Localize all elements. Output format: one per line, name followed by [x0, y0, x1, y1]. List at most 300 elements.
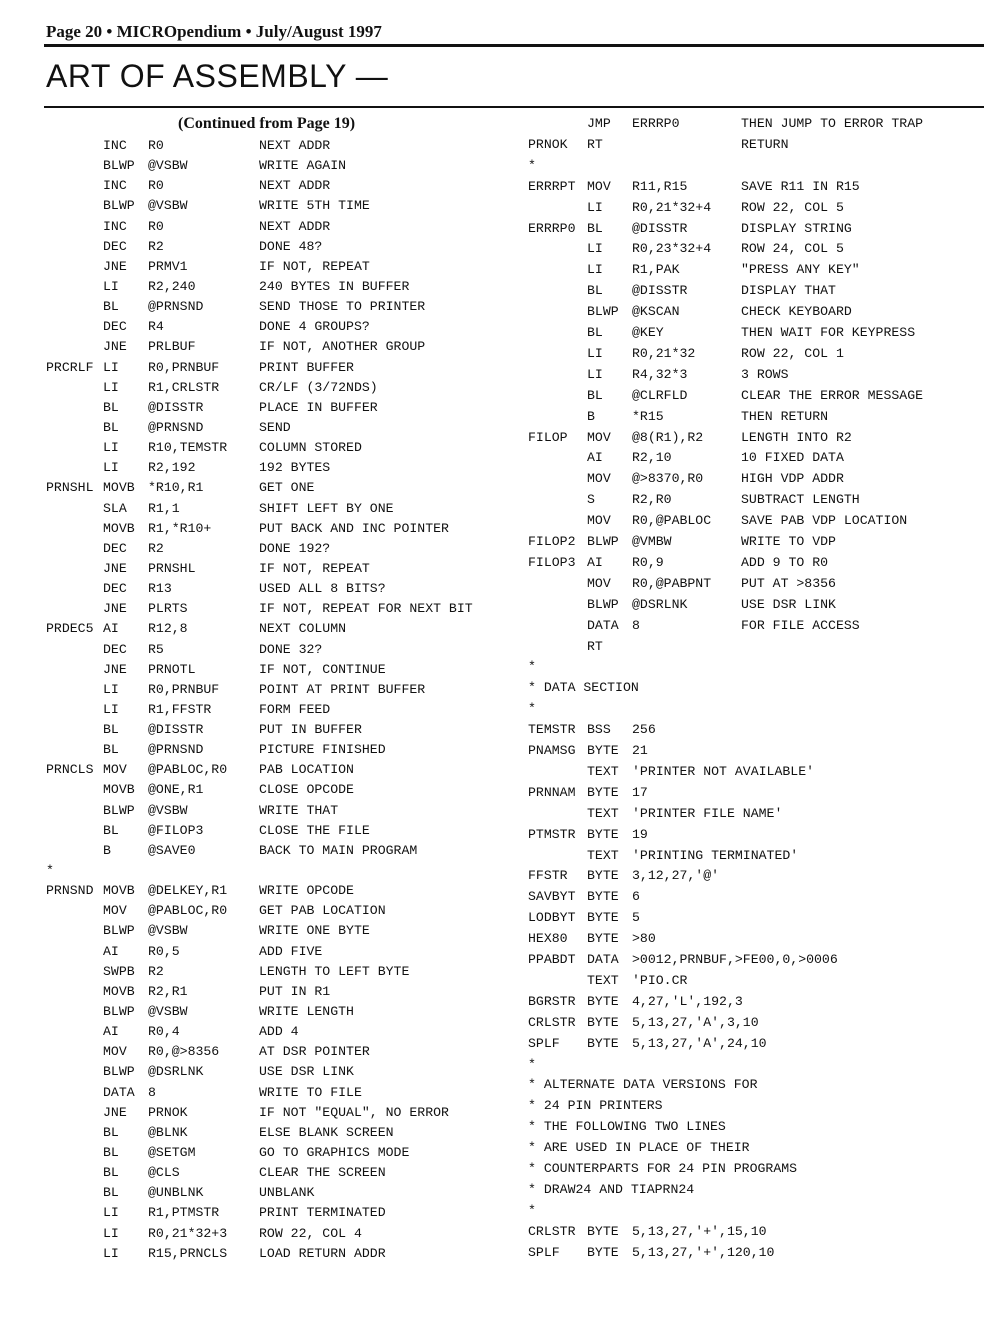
code-operand: R2,192	[148, 460, 196, 476]
code-label: CRLSTR	[528, 1223, 576, 1239]
code-label: FILOP	[528, 429, 568, 445]
code-comment: ROW 22, COL 4	[259, 1225, 362, 1241]
code-opcode: LI	[587, 366, 603, 382]
code-operand: R0,9	[632, 554, 664, 570]
code-opcode: LI	[103, 440, 119, 456]
code-operand: R1,*R10+	[148, 520, 212, 536]
code-label: FILOP3	[528, 554, 576, 570]
code-operand: R2,R1	[148, 983, 188, 999]
code-label: * ALTERNATE DATA VERSIONS FOR	[528, 1077, 758, 1093]
code-comment: RETURN	[741, 136, 789, 152]
code-label: FFSTR	[528, 868, 568, 884]
code-comment: IF NOT, CONTINUE	[259, 661, 386, 677]
code-operand: R0,4	[148, 1024, 180, 1040]
code-comment: PRINT TERMINATED	[259, 1205, 386, 1221]
code-comment: IF NOT, REPEAT	[259, 258, 370, 274]
code-operand: R13	[148, 581, 172, 597]
code-opcode: AI	[587, 554, 603, 570]
code-opcode: MOVB	[103, 883, 135, 899]
code-comment: NEXT ADDR	[259, 218, 331, 234]
code-operand: R2,R0	[632, 492, 672, 508]
code-opcode: MOV	[587, 513, 611, 529]
code-opcode: DEC	[103, 238, 127, 254]
code-operand: @KEY	[632, 325, 664, 340]
code-label: PRDEC5	[46, 621, 94, 637]
code-comment: PUT IN BUFFER	[259, 722, 362, 738]
code-opcode: DATA	[103, 1084, 135, 1100]
code-opcode: LI	[587, 199, 603, 215]
code-operand: @VSBW	[148, 198, 188, 214]
code-operand: @DISSTR	[148, 399, 204, 415]
code-operand: 17	[632, 784, 648, 800]
code-operand: 5,13,27,'A',24,10	[632, 1035, 767, 1051]
code-operand: @VSBW	[148, 802, 188, 818]
code-opcode: B	[103, 842, 111, 858]
code-label: *	[528, 1202, 536, 1218]
code-operand: R2	[148, 238, 164, 254]
code-operand: 5,13,27,'+',15,10	[632, 1223, 767, 1239]
code-comment: IF NOT, REPEAT FOR NEXT BIT	[259, 601, 473, 617]
code-operand: @DISSTR	[632, 283, 688, 299]
code-comment: WRITE LENGTH	[259, 1004, 354, 1020]
code-operand: @VSBW	[148, 158, 188, 174]
code-label: *	[46, 863, 54, 879]
code-comment: PICTURE FINISHED	[259, 742, 386, 758]
code-operand: R4	[148, 319, 164, 335]
code-comment: ROW 22, COL 5	[741, 199, 844, 215]
code-opcode: S	[587, 492, 595, 508]
code-opcode: BL	[587, 220, 603, 236]
code-operand: >0012,PRNBUF,>FE00,0,>0006	[632, 952, 838, 967]
code-operand: 5,13,27,'+',120,10	[632, 1244, 775, 1260]
article-title: ART OF ASSEMBLY —	[46, 58, 389, 94]
code-operand: R0	[148, 178, 164, 194]
code-operand: @VSBW	[148, 923, 188, 939]
code-comment: PUT BACK AND INC POINTER	[259, 520, 449, 536]
code-label: PRCRLF	[46, 359, 94, 375]
title-rule	[44, 106, 984, 108]
code-opcode: RT	[587, 136, 603, 152]
code-opcode: SWPB	[103, 963, 135, 979]
code-operand: @UNBLNK	[148, 1185, 204, 1201]
code-label: * DATA SECTION	[528, 680, 639, 696]
code-opcode: MOV	[103, 762, 127, 778]
code-opcode: INC	[103, 178, 127, 194]
code-label: FILOP2	[528, 534, 576, 549]
code-operand: R0	[148, 218, 164, 234]
code-opcode: BSS	[587, 722, 611, 738]
code-comment: CLOSE OPCODE	[259, 782, 354, 798]
code-operand: @SETGM	[148, 1145, 196, 1160]
code-operand: R15,PRNCLS	[148, 1245, 228, 1261]
code-opcode: RT	[587, 638, 603, 654]
code-opcode: AI	[103, 1024, 119, 1040]
code-opcode: DEC	[103, 581, 127, 597]
code-label: LODBYT	[528, 910, 576, 926]
code-operand: R2,240	[148, 278, 196, 294]
code-comment: DONE 192?	[259, 540, 331, 556]
code-operand: @VMBW	[632, 534, 672, 549]
code-opcode: MOV	[587, 471, 611, 487]
code-operand: R0,21*32+4	[632, 199, 712, 215]
code-opcode: LI	[103, 1245, 119, 1261]
code-comment: PLACE IN BUFFER	[259, 399, 378, 415]
code-opcode: LI	[103, 278, 119, 294]
code-comment: AT DSR POINTER	[259, 1044, 370, 1060]
code-opcode: LI	[103, 460, 119, 476]
code-operand: R0,@>8356	[148, 1044, 220, 1060]
code-operand: @DISSTR	[148, 722, 204, 738]
code-opcode: LI	[103, 359, 119, 375]
code-comment: SHIFT LEFT BY ONE	[259, 500, 394, 516]
code-operand: R12,8	[148, 621, 188, 637]
code-comment: SEND THOSE TO PRINTER	[259, 299, 426, 315]
code-comment: LENGTH TO LEFT BYTE	[259, 963, 410, 979]
code-operand: @ONE,R1	[148, 782, 204, 798]
code-operand: *R10,R1	[148, 480, 204, 496]
code-comment: WRITE OPCODE	[259, 883, 354, 899]
code-comment: WRITE ONE BYTE	[259, 923, 370, 939]
code-comment: ADD 9 TO R0	[741, 554, 829, 570]
code-opcode: BL	[103, 399, 119, 415]
code-comment: GET ONE	[259, 480, 315, 496]
code-opcode: MOVB	[103, 480, 135, 496]
code-comment: WRITE TO VDP	[741, 534, 836, 549]
code-label: SAVBYT	[528, 889, 576, 905]
code-operand: @CLRFLD	[632, 387, 688, 403]
code-comment: FOR FILE ACCESS	[741, 617, 860, 633]
code-opcode: BLWP	[587, 304, 619, 320]
code-operand: 6	[632, 889, 640, 905]
code-opcode: BL	[103, 299, 119, 315]
code-comment: WRITE AGAIN	[259, 158, 347, 174]
code-opcode: BYTE	[587, 910, 619, 926]
code-operand: 5,13,27,'A',3,10	[632, 1014, 759, 1030]
code-operand: R0,21*32+3	[148, 1225, 228, 1241]
code-opcode: BL	[103, 742, 119, 758]
code-label: BGRSTR	[528, 993, 576, 1009]
code-operand: 19	[632, 826, 648, 842]
code-opcode: BYTE	[587, 1014, 619, 1030]
code-opcode: BL	[587, 283, 603, 299]
code-operand: R0,@PABLOC	[632, 513, 712, 529]
code-comment: CHECK KEYBOARD	[741, 304, 852, 320]
code-opcode: MOV	[587, 575, 611, 591]
code-comment: IF NOT, REPEAT	[259, 560, 370, 576]
code-comment: 3 ROWS	[741, 366, 789, 382]
code-operand: R1,PTMSTR	[148, 1205, 220, 1221]
code-comment: FORM FEED	[259, 701, 331, 717]
code-operand: R1,1	[148, 500, 180, 516]
code-comment: 192 BYTES	[259, 460, 331, 476]
code-opcode: BYTE	[587, 1223, 619, 1239]
code-operand: @BLNK	[148, 1124, 188, 1140]
code-comment: IF NOT "EQUAL", NO ERROR	[259, 1104, 449, 1120]
code-opcode: BLWP	[103, 1004, 135, 1020]
code-opcode: DEC	[103, 641, 127, 657]
code-operand: @8(R1),R2	[632, 429, 704, 445]
code-comment: 10 FIXED DATA	[741, 450, 844, 466]
code-operand: @PRNSND	[148, 419, 204, 435]
code-opcode: JNE	[103, 601, 127, 617]
code-comment: DONE 4 GROUPS?	[259, 319, 370, 335]
code-label: PPABDT	[528, 952, 576, 967]
code-comment: POINT AT PRINT BUFFER	[259, 681, 426, 697]
code-label: SPLF	[528, 1244, 560, 1260]
code-opcode: LI	[103, 701, 119, 717]
code-opcode: JNE	[103, 560, 127, 576]
code-operand: R2,10	[632, 450, 672, 466]
code-opcode: BYTE	[587, 784, 619, 800]
code-opcode: BYTE	[587, 993, 619, 1009]
code-operand: @>8370,R0	[632, 471, 704, 487]
continued-note: (Continued from Page 19)	[178, 115, 356, 132]
code-opcode: AI	[103, 943, 119, 959]
code-operand: PLRTS	[148, 601, 188, 617]
code-opcode: JNE	[103, 661, 127, 677]
code-comment: ROW 22, COL 1	[741, 345, 844, 361]
code-comment: CLEAR THE ERROR MESSAGE	[741, 387, 924, 403]
code-opcode: JMP	[587, 116, 611, 131]
code-label: PRNSND	[46, 883, 94, 899]
code-opcode: DEC	[103, 540, 127, 556]
code-opcode: MOV	[587, 429, 611, 445]
code-opcode: MOV	[103, 903, 127, 919]
code-comment: WRITE THAT	[259, 802, 339, 818]
code-opcode: TEXT	[587, 847, 619, 863]
code-operand: @CLS	[148, 1165, 180, 1181]
code-comment: THEN RETURN	[741, 408, 829, 424]
code-operand: R0,PRNBUF	[148, 359, 220, 375]
code-opcode: AI	[587, 450, 603, 466]
code-comment: CR/LF (3/72NDS)	[259, 379, 378, 395]
code-label: PNAMSG	[528, 743, 576, 758]
code-operand: R4,32*3	[632, 366, 688, 382]
code-operand: @PRNSND	[148, 299, 204, 315]
code-opcode: BL	[103, 822, 119, 838]
code-comment: "PRESS ANY KEY"	[741, 262, 860, 278]
code-opcode: BL	[587, 325, 603, 340]
code-opcode: TEXT	[587, 972, 619, 988]
code-opcode: MOVB	[103, 520, 135, 536]
code-operand: R0,@PABPNT	[632, 575, 712, 591]
code-comment: ELSE BLANK SCREEN	[259, 1124, 394, 1140]
code-label: * 24 PIN PRINTERS	[528, 1098, 663, 1114]
code-operand: R1,PAK	[632, 262, 680, 278]
code-comment: UNBLANK	[259, 1185, 315, 1201]
code-opcode: BYTE	[587, 1035, 619, 1051]
code-comment: NEXT COLUMN	[259, 621, 347, 637]
code-operand: >80	[632, 931, 656, 947]
code-operand: R11,R15	[632, 178, 688, 194]
code-opcode: BL	[103, 1124, 119, 1140]
code-operand: ERRRP0	[632, 116, 680, 131]
code-opcode: BYTE	[587, 868, 619, 884]
code-opcode: BYTE	[587, 931, 619, 947]
code-label: *	[528, 701, 536, 717]
code-comment: USED ALL 8 BITS?	[259, 581, 386, 597]
code-opcode: MOVB	[103, 983, 135, 999]
code-comment: USE DSR LINK	[259, 1064, 354, 1080]
code-opcode: LI	[103, 681, 119, 697]
code-operand: @VSBW	[148, 1004, 188, 1020]
code-opcode: BLWP	[103, 1064, 135, 1080]
code-comment: USE DSR LINK	[741, 596, 836, 612]
code-opcode: LI	[587, 241, 603, 257]
code-comment: PUT AT >8356	[741, 575, 836, 591]
code-operand: 21	[632, 743, 648, 758]
code-operand: PRMV1	[148, 258, 188, 274]
code-opcode: BLWP	[103, 802, 135, 818]
code-opcode: BLWP	[587, 534, 619, 549]
code-operand: @DSRLNK	[632, 596, 688, 612]
code-comment: LENGTH INTO R2	[741, 429, 852, 445]
code-operand: 256	[632, 722, 656, 738]
code-label: SPLF	[528, 1035, 560, 1051]
code-operand: R5	[148, 641, 164, 657]
code-opcode: JNE	[103, 339, 127, 355]
code-operand: 8	[148, 1084, 156, 1100]
code-comment: SUBTRACT LENGTH	[741, 492, 860, 508]
code-label: TEMSTR	[528, 722, 576, 738]
code-opcode: DATA	[587, 617, 619, 633]
page-header: Page 20 • MICROpendium • July/August 1997	[46, 22, 382, 41]
code-opcode: BL	[587, 387, 603, 403]
code-comment: DONE 32?	[259, 641, 323, 657]
code-opcode: BL	[103, 722, 119, 738]
code-comment: GO TO GRAPHICS MODE	[259, 1145, 410, 1160]
code-label: * THE FOLLOWING TWO LINES	[528, 1119, 726, 1135]
code-operand: 3,12,27,'@'	[632, 868, 720, 884]
code-operand: R10,TEMSTR	[148, 440, 228, 456]
code-operand: R0,23*32+4	[632, 241, 712, 257]
code-opcode: DATA	[587, 952, 619, 967]
code-operand: @DSRLNK	[148, 1064, 204, 1080]
code-operand: R0	[148, 138, 164, 153]
code-opcode: MOV	[103, 1044, 127, 1060]
code-opcode: BL	[103, 1145, 119, 1160]
code-operand: *R15	[632, 408, 664, 424]
code-opcode: SLA	[103, 500, 127, 516]
code-label: PRNSHL	[46, 480, 94, 496]
code-label: PRNNAM	[528, 784, 576, 800]
code-opcode: BLWP	[103, 198, 135, 214]
code-opcode: JNE	[103, 1104, 127, 1120]
code-comment: DISPLAY STRING	[741, 220, 852, 236]
code-opcode: AI	[103, 621, 119, 637]
code-operand: PRNSHL	[148, 560, 196, 576]
code-comment: SEND	[259, 419, 291, 435]
code-comment: THEN JUMP TO ERROR TRAP	[741, 116, 924, 131]
code-opcode: BL	[103, 1185, 119, 1201]
code-label: * COUNTERPARTS FOR 24 PIN PROGRAMS	[528, 1161, 798, 1176]
code-opcode: BLWP	[103, 158, 135, 174]
code-opcode: MOV	[587, 178, 611, 194]
code-comment: NEXT ADDR	[259, 138, 331, 153]
code-operand: @DISSTR	[632, 220, 688, 236]
code-operand: @PRNSND	[148, 742, 204, 758]
code-label: *	[528, 1056, 536, 1072]
code-opcode: INC	[103, 218, 127, 234]
code-opcode: BL	[103, 1165, 119, 1181]
code-comment: COLUMN STORED	[259, 440, 362, 456]
code-operand: R2	[148, 540, 164, 556]
code-label: PRNOK	[528, 136, 568, 152]
code-label: * ARE USED IN PLACE OF THEIR	[528, 1140, 750, 1156]
code-comment: DISPLAY THAT	[741, 283, 836, 299]
code-opcode: INC	[103, 138, 127, 153]
code-opcode: BYTE	[587, 889, 619, 905]
code-operand: @SAVE0	[148, 842, 196, 858]
code-opcode: DEC	[103, 319, 127, 335]
code-label: PRNCLS	[46, 762, 94, 778]
code-operand: @PABLOC,R0	[148, 762, 228, 778]
code-operand: PRNOTL	[148, 661, 196, 677]
code-comment: ADD FIVE	[259, 943, 323, 959]
code-operand: 'PRINTER NOT AVAILABLE'	[632, 763, 815, 779]
code-comment: BACK TO MAIN PROGRAM	[259, 842, 418, 858]
code-operand: R0,5	[148, 943, 180, 959]
code-operand: R1,CRLSTR	[148, 379, 220, 395]
code-comment: HIGH VDP ADDR	[741, 471, 844, 487]
code-operand: R1,FFSTR	[148, 701, 212, 717]
code-operand: 'PRINTER FILE NAME'	[632, 805, 783, 821]
code-comment: PAB LOCATION	[259, 762, 354, 778]
code-label: * DRAW24 AND TIAPRN24	[528, 1181, 695, 1197]
code-operand: R2	[148, 963, 164, 979]
code-opcode: B	[587, 408, 595, 424]
code-opcode: BYTE	[587, 826, 619, 842]
code-comment: NEXT ADDR	[259, 178, 331, 194]
code-opcode: MOVB	[103, 782, 135, 798]
code-comment: ROW 24, COL 5	[741, 241, 844, 257]
code-comment: WRITE TO FILE	[259, 1084, 362, 1100]
code-comment: THEN WAIT FOR KEYPRESS	[741, 325, 916, 340]
code-comment: CLEAR THE SCREEN	[259, 1165, 386, 1181]
code-comment: ADD 4	[259, 1024, 299, 1040]
code-label: *	[528, 157, 536, 173]
code-comment: PUT IN R1	[259, 983, 331, 999]
code-comment: 240 BYTES IN BUFFER	[259, 278, 410, 294]
code-comment: SAVE R11 IN R15	[741, 178, 860, 194]
code-operand: @FILOP3	[148, 822, 204, 838]
code-operand: R0,21*32	[632, 345, 696, 361]
code-opcode: BYTE	[587, 743, 619, 758]
code-operand: R0,PRNBUF	[148, 681, 220, 697]
code-opcode: LI	[103, 1225, 119, 1241]
code-opcode: TEXT	[587, 763, 619, 779]
code-comment: IF NOT, ANOTHER GROUP	[259, 339, 426, 355]
code-operand: 5	[632, 910, 640, 926]
code-opcode: BL	[103, 419, 119, 435]
code-label: *	[528, 659, 536, 675]
code-label: HEX80	[528, 931, 568, 947]
code-opcode: LI	[103, 1205, 119, 1221]
header-rule	[44, 44, 984, 47]
code-operand: @DELKEY,R1	[148, 883, 228, 899]
code-label: CRLSTR	[528, 1014, 576, 1030]
code-comment: PRINT BUFFER	[259, 359, 354, 375]
code-comment: CLOSE THE FILE	[259, 822, 370, 838]
code-opcode: LI	[587, 262, 603, 278]
code-operand: 4,27,'L',192,3	[632, 993, 743, 1009]
code-label: PTMSTR	[528, 826, 576, 842]
code-operand: PRNOK	[148, 1104, 188, 1120]
code-opcode: JNE	[103, 258, 127, 274]
code-comment: LOAD RETURN ADDR	[259, 1245, 386, 1261]
code-opcode: BLWP	[587, 596, 619, 612]
code-operand: @KSCAN	[632, 304, 680, 320]
